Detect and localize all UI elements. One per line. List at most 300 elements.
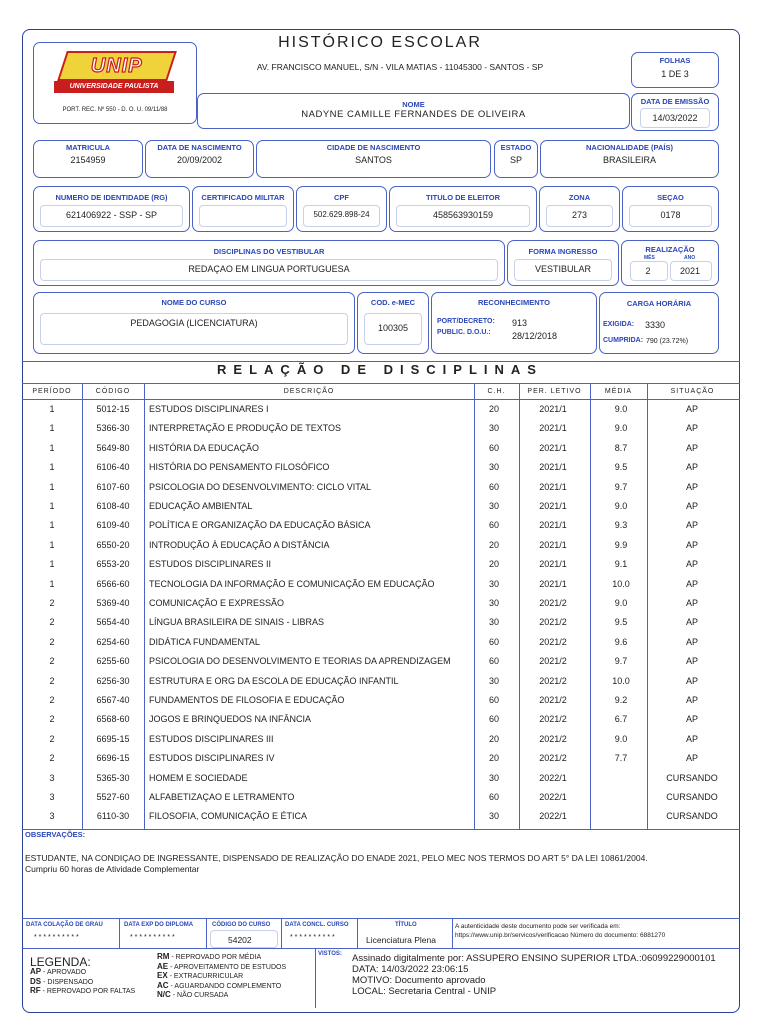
header-situacao: SITUAÇÃO (670, 388, 715, 395)
descricao-cell: ALFABETIZAÇAO E LETRAMENTO (149, 792, 295, 802)
logo-subtitle: UNIVERSIDADE PAULISTA (54, 81, 174, 93)
estado-label: ESTADO (500, 143, 532, 152)
divider (22, 948, 740, 949)
legend-description: - EXTRACURRICULAR (169, 973, 244, 980)
ch-cell: 60 (488, 481, 499, 492)
cpf-box (296, 186, 387, 232)
emec-value: 100305 (377, 323, 409, 333)
ch-cell: 60 (488, 442, 499, 453)
titulo-eleitor-box (389, 186, 537, 232)
periodo-cell: 1 (49, 501, 55, 511)
periodo-letivo-cell: 2021/1 (539, 442, 567, 453)
header-codigo: CÓDIGO (95, 388, 131, 395)
militar-box (192, 186, 294, 232)
zona-box (539, 186, 620, 232)
codigo-cell: 6106-40 (96, 462, 130, 473)
periodo-cell: 2 (49, 598, 55, 608)
reconhecimento-box (431, 292, 597, 354)
nascimento-value: 20/09/2002 (176, 155, 223, 165)
realizacao-box (621, 240, 719, 286)
periodo-cell: 2 (49, 714, 55, 725)
ch-cell: 30 (488, 772, 499, 783)
situacao-cell: AP (685, 559, 698, 570)
legend-item (157, 972, 286, 982)
ch-cell: 60 (488, 695, 499, 705)
situacao-cell: AP (685, 539, 698, 550)
legend-item (157, 991, 286, 1001)
column-divider (119, 918, 120, 948)
legend-code: EX (157, 971, 168, 980)
periodo-letivo-cell: 2021/2 (539, 656, 567, 667)
logo-text: UNIP (91, 54, 143, 77)
nacionalidade-label: NACIONALIDADE (PAÍS) (586, 143, 673, 152)
legend-right (157, 953, 286, 1001)
periodo-cell: 3 (49, 811, 55, 822)
header-periodo-letivo: PER. LETIVO (527, 388, 582, 395)
periodo-letivo-cell: 2021/1 (539, 481, 567, 492)
codigo-cell: 5654-40 (96, 617, 130, 628)
titulo-eleitor-label: TITULO DE ELEITOR (425, 193, 501, 202)
folhas-value: 1 DE 3 (661, 69, 689, 79)
media-cell: 8.7 (614, 442, 628, 453)
table-row (22, 731, 738, 750)
periodo-letivo-cell: 2022/1 (539, 772, 567, 783)
periodo-cell: 1 (49, 404, 55, 414)
codigo-cell: 6254-60 (96, 636, 130, 647)
forma-ingresso-box (507, 240, 619, 286)
situacao-cell: AP (685, 617, 698, 628)
codigo-cell: 6550-20 (96, 539, 130, 550)
university-logo (33, 42, 197, 124)
media-cell: 9.3 (614, 520, 628, 531)
table-row (22, 498, 738, 517)
table-row (22, 614, 738, 633)
estado-box (494, 140, 538, 178)
codigo-curso-label: CÓDIGO DO CURSO (212, 922, 271, 928)
ch-cell: 60 (488, 656, 499, 667)
legend-item (30, 968, 135, 978)
codigo-cell: 6567-40 (96, 695, 130, 705)
colacao-label: DATA COLAÇÃO DE GRAU (26, 922, 103, 928)
estado-value: SP (509, 155, 522, 165)
descricao-cell: PSICOLOGIA DO DESENVOLVIMENTO E TEORIAS DA APRENDIZAGEM (149, 656, 451, 667)
observacao-line: ESTUDANTE, NA CONDIÇAO DE INGRESSANTE, DISPENSADO DE REALIZAÇÃO DO ENADE 2021, PELO MEC NOS TERMOS DO ART 5° DA LEI 10861/2004. (25, 853, 648, 863)
titulo-label: TÍTULO (395, 922, 417, 928)
codigo-cell: 6696-15 (96, 753, 130, 764)
legend-item (157, 982, 286, 992)
codigo-curso-value: 54202 (228, 935, 252, 945)
table-row (22, 808, 738, 827)
media-cell: 9.7 (614, 481, 628, 492)
media-cell: 6.7 (614, 714, 628, 725)
media-cell: 9.0 (614, 404, 628, 414)
emec-box (357, 292, 429, 354)
table-row (22, 750, 738, 769)
media-cell: 10.0 (612, 675, 630, 686)
dou-label: PUBLIC. D.O.U.: (437, 329, 491, 336)
media-cell: 9.0 (614, 733, 628, 744)
unip-logo-mark (57, 51, 177, 81)
ch-cell: 60 (488, 520, 499, 531)
periodo-letivo-cell: 2021/1 (539, 520, 567, 531)
header-media: MÉDIA (604, 388, 633, 395)
situacao-cell: CURSANDO (666, 811, 718, 822)
situacao-cell: AP (685, 753, 698, 764)
ch-cell: 60 (488, 792, 499, 802)
situacao-cell: AP (685, 520, 698, 531)
legend-description: - REPROVADO POR FALTAS (42, 988, 136, 995)
table-row (22, 711, 738, 730)
periodo-letivo-cell: 2021/2 (539, 675, 567, 686)
situacao-cell: AP (685, 656, 698, 667)
codigo-cell: 6566-60 (96, 578, 130, 589)
emec-label: COD. e-MEC (370, 298, 416, 307)
descricao-cell: HISTÓRIA DA EDUCAÇÃO (149, 442, 260, 453)
codigo-cell: 6695-15 (96, 733, 130, 744)
periodo-letivo-cell: 2021/2 (539, 617, 567, 628)
cpf-value: 502.629.898-24 (313, 210, 370, 219)
dou-value: 28/12/2018 (512, 331, 558, 341)
portaria-text: PORT. REC. Nº 550 - D. O. U. 09/11/88 (62, 107, 168, 113)
legenda-label: LEGENDA: (30, 955, 91, 969)
reconhecimento-label: RECONHECIMENTO (478, 298, 550, 307)
descricao-cell: PSICOLOGIA DO DESENVOLVIMENTO: CICLO VITAL (149, 481, 372, 492)
table-row (22, 770, 738, 789)
media-cell: 9.0 (614, 501, 628, 511)
ch-cell: 30 (488, 617, 499, 628)
relacao-title: RELAÇÃO DE DISCIPLINAS (217, 362, 543, 377)
table-row (22, 517, 738, 536)
table-row (22, 537, 738, 556)
colacao-value: * * * * * * * * * * (34, 934, 79, 941)
signature-line: LOCAL: Secretaria Central - UNIP (352, 986, 497, 997)
descricao-cell: HISTÓRIA DO PENSAMENTO FILOSÓFICO (149, 462, 330, 473)
forma-ingresso-label: FORMA INGRESSO (528, 247, 598, 256)
legend-description: - APROVEITAMENTO DE ESTUDOS (170, 963, 287, 971)
emissao-value: 14/03/2022 (652, 113, 698, 123)
descricao-cell: INTRODUÇÃO À EDUCAÇÃO A DISTÂNCIA (149, 539, 330, 550)
legend-code: N/C (157, 990, 171, 999)
secao-label: SEÇAO (657, 193, 684, 202)
signature-line: MOTIVO: Documento aprovado (352, 975, 486, 986)
rg-value: 621406922 - SSP - SP (66, 210, 157, 220)
folhas-label: FOLHAS (659, 56, 691, 65)
folhas-box (631, 52, 719, 88)
ch-cell: 30 (488, 675, 499, 686)
nome-label: NOME (402, 100, 425, 109)
codigo-cell: 6107-60 (96, 481, 130, 492)
periodo-letivo-cell: 2021/1 (539, 559, 567, 570)
legend-code: AP (30, 967, 42, 976)
codigo-cell: 6553-20 (96, 559, 130, 570)
institution-address: AV. FRANCISCO MANUEL, S/N - VILA MATIAS - 11045300 - SANTOS - SP (256, 62, 544, 72)
disciplinas-vestibular-label: DISCIPLINAS DO VESTIBULAR (213, 247, 325, 256)
table-row (22, 692, 738, 711)
codigo-cell: 5649-80 (96, 442, 130, 453)
descricao-cell: COMUNICAÇÃO E EXPRESSÃO (149, 598, 285, 608)
cumprida-label: CUMPRIDA: (603, 337, 644, 344)
vistos-label: VISTOS: (318, 951, 342, 957)
media-cell: 9.9 (614, 539, 628, 550)
militar-label: CERTIFICADO MILITAR (201, 193, 285, 202)
situacao-cell: CURSANDO (666, 792, 718, 802)
nome-curso-box (33, 292, 355, 354)
periodo-cell: 1 (49, 442, 55, 453)
ch-cell: 30 (488, 462, 499, 473)
table-row (22, 576, 738, 595)
descricao-cell: ESTUDOS DISCIPLINARES II (149, 559, 272, 570)
media-cell: 10.0 (612, 578, 630, 589)
emissao-box (631, 93, 719, 131)
table-row (22, 653, 738, 672)
forma-ingresso-value: VESTIBULAR (534, 264, 592, 274)
situacao-cell: AP (685, 598, 698, 608)
legend-description: - DISPENSADO (43, 978, 94, 986)
descricao-cell: DIDÁTICA FUNDAMENTAL (149, 636, 260, 647)
carga-horaria-label: CARGA HORÁRIA (626, 299, 692, 308)
titulo-eleitor-value: 4585639301​59 (432, 210, 494, 220)
cidade-box (256, 140, 491, 178)
nome-box (197, 93, 630, 129)
cidade-label: CIDADE DE NASCIMENTO (326, 143, 421, 152)
media-cell: 9.0 (614, 423, 628, 434)
situacao-cell: AP (685, 442, 698, 453)
legend-description: - REPROVADO POR MÉDIA (171, 954, 262, 961)
secao-value: 0178 (660, 210, 681, 220)
periodo-cell: 1 (49, 481, 55, 492)
observacoes-label: OBSERVAÇÕES: (25, 830, 86, 839)
disciplinas-vestibular-value: REDAÇAO EM LINGUA PORTUGUESA (188, 264, 350, 274)
descricao-cell: ESTUDOS DISCIPLINARES I (149, 404, 269, 414)
periodo-letivo-cell: 2021/2 (539, 598, 567, 608)
titulo-value: Licenciatura Plena (366, 935, 436, 945)
codigo-cell: 5527-60 (96, 792, 130, 802)
matricula-box (33, 140, 143, 178)
observacao-line: Cumpriu 60 horas de Atividade Complementar (25, 864, 200, 874)
matricula-value: 2154959 (70, 155, 106, 165)
media-cell: 9.1 (614, 559, 628, 570)
periodo-cell: 2 (49, 617, 55, 628)
ch-cell: 30 (488, 423, 499, 434)
ch-cell: 20 (488, 733, 499, 744)
carga-horaria-box (599, 292, 719, 354)
emissao-label: DATA DE EMISSÃO (640, 97, 710, 106)
table-row (22, 634, 738, 653)
media-cell: 9.6 (614, 636, 628, 647)
descricao-cell: TECNOLOGIA DA INFORMAÇÃO E COMUNICAÇÃO EM EDUCAÇÃO (149, 578, 435, 589)
situacao-cell: AP (685, 404, 698, 414)
ch-cell: 20 (488, 539, 499, 550)
periodo-letivo-cell: 2021/1 (539, 501, 567, 511)
descricao-cell: ESTRUTURA E ORG DA ESCOLA DE EDUCAÇÃO INFANTIL (149, 675, 399, 686)
situacao-cell: AP (685, 714, 698, 725)
media-cell: 9.5 (614, 462, 628, 473)
legend-item (30, 978, 135, 988)
zona-label: ZONA (568, 193, 591, 202)
zona-value: 273 (571, 210, 588, 220)
periodo-cell: 2 (49, 733, 55, 744)
periodo-letivo-cell: 2021/1 (539, 539, 567, 550)
nascimento-box (145, 140, 254, 178)
descricao-cell: FILOSOFIA, COMUNICAÇÃO E ÉTICA (149, 811, 308, 822)
nome-value: NADYNE CAMILLE FERNANDES DE OLIVEIRA (301, 109, 526, 120)
periodo-cell: 2 (49, 656, 55, 667)
exigida-label: EXIGIDA: (603, 321, 635, 328)
table-row (22, 401, 738, 420)
cpf-label: CPF (334, 193, 349, 202)
situacao-cell: AP (685, 423, 698, 434)
ch-cell: 20 (488, 559, 499, 570)
nome-curso-value: PEDAGOGIA (LICENCIATURA) (130, 318, 258, 328)
column-divider (206, 918, 207, 948)
digital-signature (352, 953, 716, 997)
secao-box (622, 186, 719, 232)
legend-code: AC (157, 980, 169, 990)
exigida-value: 3330 (645, 320, 666, 330)
media-cell: 9.0 (614, 598, 628, 608)
descricao-cell: HOMEM E SOCIEDADE (149, 772, 248, 783)
media-cell: 7.7 (614, 753, 628, 764)
nome-curso-label: NOME DO CURSO (161, 298, 227, 307)
ch-cell: 30 (488, 501, 499, 511)
signature-line: DATA: 14/03/2022 23:06:15 (352, 964, 469, 975)
divider (22, 383, 740, 384)
legend-left (30, 968, 135, 997)
codigo-cell: 6109-40 (96, 520, 130, 531)
column-divider (315, 948, 316, 1008)
header-periodo: PERÍODO (32, 388, 72, 395)
periodo-letivo-cell: 2021/2 (539, 733, 567, 744)
situacao-cell: AP (685, 695, 698, 705)
mes-value: 2 (645, 266, 651, 276)
periodo-letivo-cell: 2022/1 (539, 811, 567, 822)
table-row (22, 595, 738, 614)
column-divider (281, 918, 282, 948)
descricao-cell: LÍNGUA BRASILEIRA DE SINAIS - LIBRAS (149, 617, 325, 628)
periodo-cell: 1 (49, 423, 55, 434)
codigo-cell: 5365-30 (96, 772, 130, 783)
periodo-cell: 2 (49, 675, 55, 686)
divider (22, 918, 740, 919)
header-descricao: DESCRIÇÃO (283, 388, 335, 395)
conclusao-value: * * * * * * * * * * (290, 934, 335, 941)
table-row (22, 556, 738, 575)
table-row (22, 673, 738, 692)
situacao-cell: AP (685, 481, 698, 492)
situacao-cell: AP (685, 501, 698, 511)
codigo-cell: 5366-30 (96, 423, 130, 434)
situacao-cell: CURSANDO (666, 772, 718, 783)
situacao-cell: AP (685, 462, 698, 473)
descricao-cell: JOGOS E BRINQUEDOS NA INFÂNCIA (149, 714, 312, 725)
rg-label: NUMERO DE IDENTIDADE (RG) (55, 193, 168, 202)
matricula-label: MATRICULA (65, 143, 111, 152)
header-ch: C.H. (487, 388, 506, 395)
periodo-cell: 1 (49, 559, 55, 570)
media-cell: 9.2 (614, 695, 628, 705)
ch-cell: 30 (488, 811, 499, 822)
cumprida-value: 790 (23.72%) (646, 338, 689, 345)
periodo-letivo-cell: 2021/1 (539, 404, 567, 414)
legend-description: - AGUARDANDO COMPLEMENTO (170, 982, 282, 990)
legend-code: RF (30, 986, 41, 995)
legend-description: - NÃO CURSADA (172, 992, 229, 999)
codigo-cell: 5012-15 (96, 404, 130, 414)
legend-code: AE (157, 961, 169, 971)
port-decreto-label: PORT/DECRETO: (437, 318, 495, 325)
nacionalidade-box (540, 140, 719, 178)
codigo-cell: 6256-30 (96, 675, 130, 686)
signature-line: Assinado digitalmente por: ASSUPERO ENSINO SUPERIOR LTDA.:06099229000101 (352, 953, 716, 964)
periodo-letivo-cell: 2021/2 (539, 695, 567, 705)
periodo-letivo-cell: 2021/1 (539, 578, 567, 589)
ch-cell: 60 (488, 714, 499, 725)
descricao-cell: POLÍTICA E ORGANIZAÇÃO DA EDUCAÇÃO BÁSICA (149, 520, 371, 531)
document-title: HISTÓRICO ESCOLAR (278, 34, 482, 51)
exp-diploma-value: * * * * * * * * * * (130, 934, 175, 941)
periodo-letivo-cell: 2021/2 (539, 636, 567, 647)
descricao-cell: INTERPRETAÇÃO E PRODUÇÃO DE TEXTOS (149, 423, 342, 434)
legend-code: RM (157, 952, 170, 961)
realizacao-label: REALIZAÇÃO (645, 245, 695, 254)
nacionalidade-value: BRASILEIRA (602, 155, 657, 165)
conclusao-label: DATA CONCL. CURSO (285, 922, 349, 928)
periodo-letivo-cell: 2022/1 (539, 792, 567, 802)
periodo-cell: 2 (49, 695, 55, 705)
mes-label: MÊS (644, 255, 655, 261)
situacao-cell: AP (685, 578, 698, 589)
ano-label: ANO (684, 255, 696, 261)
ch-cell: 30 (488, 598, 499, 608)
situacao-cell: AP (685, 675, 698, 686)
periodo-cell: 1 (49, 520, 55, 531)
table-row (22, 789, 738, 808)
periodo-letivo-cell: 2021/2 (539, 714, 567, 725)
situacao-cell: AP (685, 733, 698, 744)
legend-item (157, 963, 286, 973)
rg-box (33, 186, 190, 232)
table-row (22, 440, 738, 459)
cidade-value: SANTOS (355, 155, 392, 165)
periodo-cell: 1 (49, 462, 55, 473)
codigo-cell: 6255-60 (96, 656, 130, 667)
periodo-cell: 1 (49, 578, 55, 589)
observacoes-text (25, 853, 735, 875)
table-row (22, 420, 738, 439)
table-row (22, 459, 738, 478)
autenticidade-text: A autenticidade deste documento pode ser verificada em: https://www.unip.br/servicos/verificacao Número do documento: 6881270 (455, 923, 666, 939)
legend-code: DS (30, 976, 42, 986)
legend-item (30, 987, 135, 997)
table-row (22, 479, 738, 498)
divider (22, 399, 740, 400)
media-cell: 9.7 (614, 656, 628, 667)
ch-cell: 20 (488, 753, 499, 764)
ch-cell: 20 (488, 404, 499, 414)
periodo-letivo-cell: 2021/1 (539, 423, 567, 434)
media-cell: 9.5 (614, 617, 628, 628)
descricao-cell: EDUCAÇÃO AMBIENTAL (149, 501, 253, 511)
periodo-letivo-cell: 2021/2 (539, 753, 567, 764)
ano-value: 2021 (679, 266, 701, 276)
exp-diploma-label: DATA EXP DO DIPLOMA (124, 922, 194, 928)
codigo-cell: 6110-30 (96, 811, 130, 822)
divider (22, 829, 740, 830)
column-divider (452, 918, 453, 948)
descricao-cell: FUNDAMENTOS DE FILOSOFIA E EDUCAÇÃO (149, 695, 345, 705)
descricao-cell: ESTUDOS DISCIPLINARES IV (149, 753, 275, 764)
disciplinas-vestibular-box (33, 240, 505, 286)
